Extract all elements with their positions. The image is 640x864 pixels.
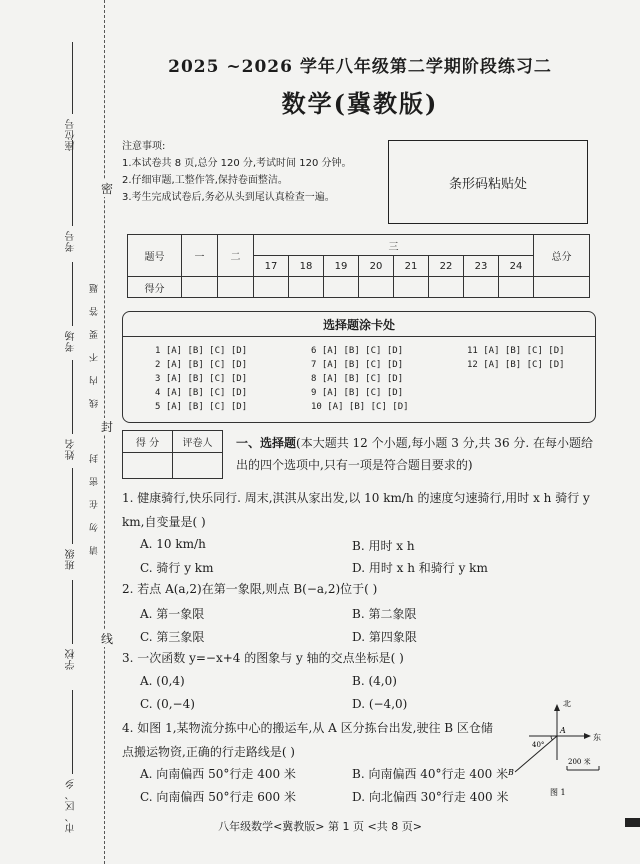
- north-arrow: [554, 704, 560, 711]
- question-1-option-c[interactable]: C. 骑行 y km: [140, 561, 214, 575]
- notes-block: [122, 138, 382, 206]
- question-2-option-c[interactable]: C. 第三象限: [140, 630, 205, 644]
- name-label: 姓名: [66, 438, 77, 460]
- question-3-option-b[interactable]: B. (4,0): [352, 674, 397, 688]
- answer-row[interactable]: 9 [A] [B] [C] [D]: [311, 388, 404, 398]
- exam-subtitle: 数学(冀教版): [281, 89, 439, 118]
- question-4-option-a[interactable]: A. 向南偏西 50°行走 400 米: [140, 767, 296, 781]
- question-1-stem: 1. 健康骑行,快乐同行. 周末,淇淇从家出发,以 10 km/h 的速度匀速骑行,用时 x h 骑行 y km,自变量是( ): [122, 491, 590, 529]
- question-1-option-a[interactable]: A. 10 km/h: [140, 537, 206, 551]
- grader-reviewer-label: 评卷人: [173, 431, 223, 453]
- score-subitem: 20: [359, 256, 394, 277]
- exam-no-label: 考号: [66, 230, 77, 252]
- notes-item: 2.仔细审题,工整作答,保持卷面整洁。: [122, 175, 288, 186]
- question-1-option-b[interactable]: B. 用时 x h: [352, 539, 415, 553]
- grader-score-cell[interactable]: [123, 453, 173, 479]
- exam-room-underline: [72, 262, 73, 326]
- notes-item: 3.考生完成试卷后,务必从头到尾认真检查一遍。: [122, 192, 335, 203]
- seal-char-xian: 线: [101, 632, 114, 646]
- question-2-stem: 2. 若点 A(a,2)在第一象限,则点 B(−a,2)位于( ): [122, 582, 378, 596]
- answer-row[interactable]: 4 [A] [B] [C] [D]: [155, 388, 248, 398]
- exam-title: 2025 ~2026 学年八年级第二学期阶段练习二: [168, 57, 552, 77]
- answer-col-1: [155, 344, 247, 414]
- class-underline: [72, 468, 73, 544]
- school-underline: [72, 580, 73, 644]
- answer-row[interactable]: 5 [A] [B] [C] [D]: [155, 402, 248, 412]
- answer-col-3: [467, 344, 565, 372]
- angle-label: 40°: [532, 741, 545, 749]
- seat-label: 座位号: [66, 118, 77, 151]
- score-cell[interactable]: [464, 277, 499, 298]
- score-cell[interactable]: [182, 277, 218, 298]
- score-header-q: 题号: [128, 235, 182, 277]
- section-description: (本大题共 12 个小题,每小题 3 分,共 36 分. 在每小题给出的四个选项中,只有一项是符合题目要求的): [236, 436, 594, 472]
- east-arrow: [584, 733, 591, 739]
- question-3-stem: 3. 一次函数 y=−x+4 的图象与 y 轴的交点坐标是( ): [122, 651, 404, 665]
- answer-sheet-box: [122, 311, 596, 423]
- score-cell[interactable]: [359, 277, 394, 298]
- answer-row[interactable]: 2 [A] [B] [C] [D]: [155, 360, 248, 370]
- point-b-label: B: [508, 768, 514, 777]
- answer-row[interactable]: 12 [A] [B] [C] [D]: [467, 360, 565, 370]
- question-3-option-a[interactable]: A. (0,4): [140, 674, 185, 688]
- answer-row[interactable]: 8 [A] [B] [C] [D]: [311, 374, 404, 384]
- barcode-area: [388, 140, 588, 224]
- seal-char-mi: 密: [101, 182, 114, 196]
- question-2-option-b[interactable]: B. 第二象限: [352, 607, 417, 621]
- notice-line-2: 请勿在密封: [90, 440, 100, 555]
- score-subitem: 24: [499, 256, 534, 277]
- grader-reviewer-cell[interactable]: [173, 453, 223, 479]
- answer-col-2: [311, 344, 409, 414]
- question-3-option-d[interactable]: D. (−4,0): [352, 697, 408, 711]
- answer-sheet-divider: [123, 336, 595, 337]
- score-subitem: 18: [289, 256, 324, 277]
- score-cell[interactable]: [499, 277, 534, 298]
- name-underline: [72, 360, 73, 434]
- scale-label: 200 米: [568, 758, 591, 766]
- score-row-label: 得分: [128, 277, 182, 298]
- region-label: 市、区、乡: [66, 778, 77, 833]
- grader-table: [122, 430, 223, 479]
- question-2-option-d[interactable]: D. 第四象限: [352, 630, 417, 644]
- barcode-label: 条形码粘贴处: [448, 176, 527, 192]
- score-cell[interactable]: [324, 277, 359, 298]
- score-cell[interactable]: [218, 277, 254, 298]
- notice-line-1: 线内不要答题: [90, 270, 100, 408]
- angle-arc: [551, 736, 553, 740]
- school-label: 学校: [66, 648, 77, 670]
- score-cell[interactable]: [289, 277, 324, 298]
- question-4-option-c[interactable]: C. 向南偏西 50°行走 600 米: [140, 790, 297, 804]
- question-4-stem: 4. 如图 1,某物流分拣中心的搬运车,从 A 区分拣台出发,驶往 B 区仓储点搬运物资,正确的行走路线是( ): [122, 721, 493, 759]
- score-cell[interactable]: [254, 277, 289, 298]
- score-subitem: 22: [429, 256, 464, 277]
- score-header-part2: 二: [218, 235, 254, 277]
- section-title: 一、选择题: [236, 436, 297, 450]
- score-subitem: 19: [324, 256, 359, 277]
- figure-caption: 图 1: [550, 788, 566, 797]
- point-a-label: A: [560, 726, 566, 735]
- answer-row[interactable]: 1 [A] [B] [C] [D]: [155, 346, 248, 356]
- corner-registration-mark: [625, 818, 640, 827]
- notes-heading: 注意事项:: [122, 141, 166, 152]
- binding-margin: [0, 0, 112, 864]
- section-heading: [236, 432, 596, 476]
- score-cell[interactable]: [534, 277, 590, 298]
- question-4-option-b[interactable]: B. 向南偏西 40°行走 400 米: [352, 767, 509, 781]
- score-header-part3: 三: [254, 235, 534, 256]
- answer-row[interactable]: 7 [A] [B] [C] [D]: [311, 360, 404, 370]
- seat-underline: [72, 42, 73, 114]
- answer-row[interactable]: 6 [A] [B] [C] [D]: [311, 346, 404, 356]
- answer-row[interactable]: 11 [A] [B] [C] [D]: [467, 346, 565, 356]
- north-label: 北: [563, 700, 571, 708]
- exam-room-label: 考场: [66, 330, 77, 352]
- answer-row[interactable]: 10 [A] [B] [C] [D]: [311, 402, 409, 412]
- class-label: 班级: [66, 548, 77, 570]
- question-3-option-c[interactable]: C. (0,−4): [140, 697, 195, 711]
- figure-1-compass: [505, 700, 605, 805]
- grader-score-label: 得 分: [123, 431, 173, 453]
- question-4-option-d[interactable]: D. 向北偏西 30°行走 400 米: [352, 790, 509, 804]
- question-2-option-a[interactable]: A. 第一象限: [140, 607, 205, 621]
- score-table: [127, 234, 590, 298]
- score-header-total: 总分: [534, 235, 590, 277]
- notes-item: 1.本试卷共 8 页,总分 120 分,考试时间 120 分钟。: [122, 158, 352, 169]
- page-footer: 八年级数学<冀教版> 第 1 页 <共 8 页>: [218, 820, 422, 833]
- answer-row[interactable]: 3 [A] [B] [C] [D]: [155, 374, 248, 384]
- score-header-part1: 一: [182, 235, 218, 277]
- score-subitem: 23: [464, 256, 499, 277]
- score-subitem: 17: [254, 256, 289, 277]
- answer-sheet-title: 选择题涂卡处: [322, 318, 395, 332]
- score-cell[interactable]: [394, 277, 429, 298]
- exam-no-underline: [72, 140, 73, 226]
- region-underline: [72, 690, 73, 774]
- seal-char-feng: 封: [101, 420, 114, 434]
- east-label: 东: [593, 733, 601, 742]
- question-1-option-d[interactable]: D. 用时 x h 和骑行 y km: [352, 561, 488, 575]
- score-cell[interactable]: [429, 277, 464, 298]
- score-subitem: 21: [394, 256, 429, 277]
